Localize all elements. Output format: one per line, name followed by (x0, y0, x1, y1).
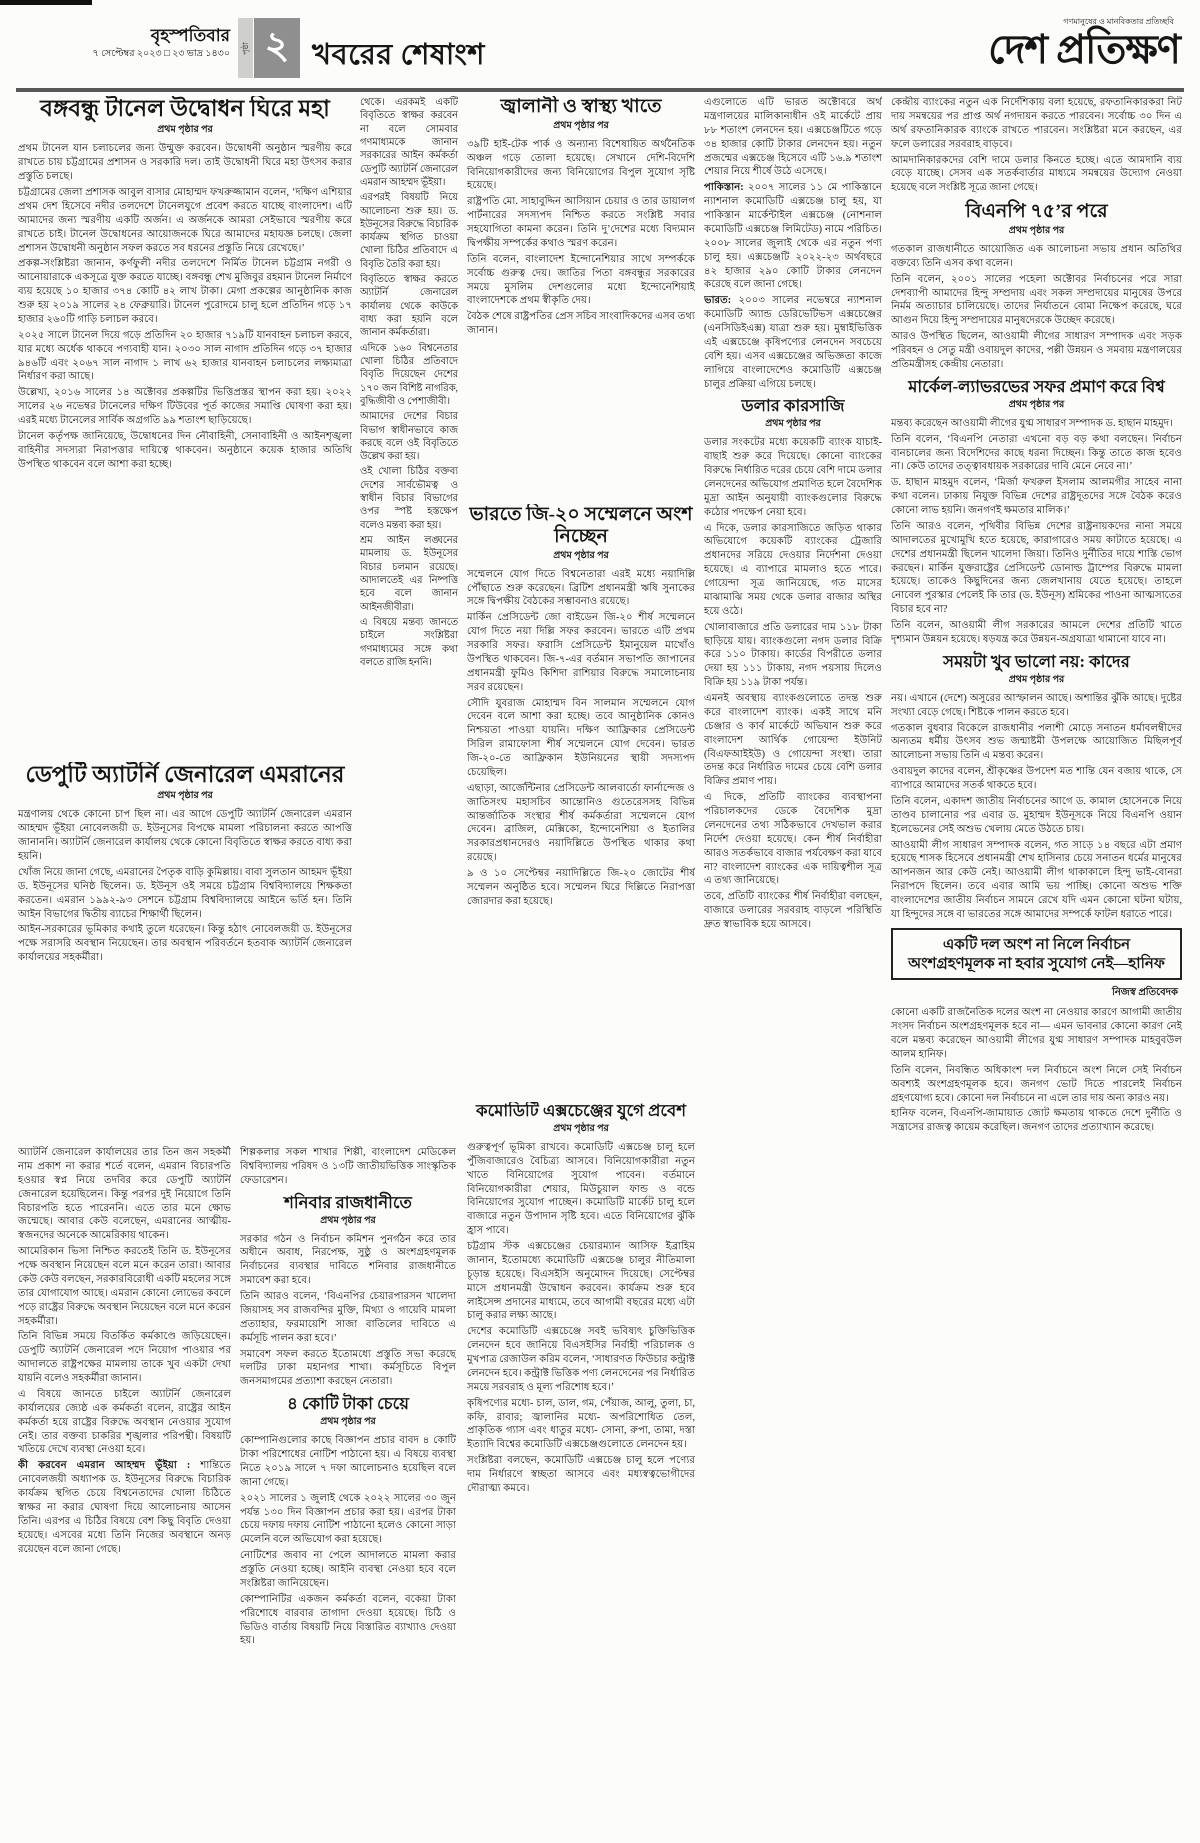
page-number: ২ (254, 18, 300, 78)
paragraph: খোঁজ নিয়ে জানা গেছে, এমরানের পৈতৃক বাড়ি কুমিল্লায়। বাবা সুলতান আহমদ ভূঁইয়া ড. ইউনূসের ঘনিষ্ঠ ছিলেন। ড. ইউনূস ওই সময়ে চট্টগ্রাম বিশ্ববিদ্যালয়ে শিক্ষকতা করতেন। এমরান ১৯৯২-৯৩ সেশনে চট্টগ্রাম বিশ্ববিদ্যালয়ে আইনে ভর্তি হন। তিনি আইন বিভাগের দ্বিতীয় ব্যাচের শিক্ষার্থী ছিলেন। (18, 866, 352, 920)
column-right (891, 96, 1182, 1841)
article-body (18, 1146, 231, 1556)
article-bnp-75 (891, 201, 1182, 372)
section-title: খবরের শেষাংশ (312, 39, 485, 71)
paragraph: এ বিষয়ে জানতে চাইলে অ্যাটর্নি জেনারেল কার্যালয়ের জ্যেষ্ঠ এক কর্মকর্তা বলেন, রাষ্ট্রের আইন কর্মকর্তা হয়ে রাষ্ট্রের বিরুদ্ধে অবস্থান নেওয়ার সুযোগ নেই। তার বক্তব্য চাকরির শৃঙ্খলার পরিপন্থী। বিষয়টি খতিয়ে দেখে ব্যবস্থা নেওয়া হবে। (18, 1388, 231, 1456)
article-commodity-exchange (467, 1102, 695, 1841)
paragraph: এগুলোতে এটি ভারত অক্টোবরে অর্থ মন্ত্রণালয়ের মালিকানাধীন ওই মার্কেটে প্রায় ৮৮ শতাংশ লেনদেন হয়। এক্সচেঞ্জটিতে গড়ে ৩৪ হাজার কোটি টাকার লেনদেন হয়। নতুন প্রজন্মের এক্সচেঞ্জ হিসেবে এটি ১৬.৯ শতাংশ শেয়ার নিয়ে শীর্ষে উঠে এসেছে। (704, 97, 882, 178)
paragraph: গুরুত্বপূর্ণ ভূমিকা রাখবে। কমোডিটি এক্সচেঞ্জ চালু হলে পুঁজিবাজারেও বৈচিত্র্য আসবে। বিনিয়োগকারীরা নতুন খাতে বিনিয়োগের সুযোগ পাবেন। বর্তমানে বিনিয়োগকারীরা শেয়ার, মিউচুয়াল ফান্ড ও বন্ডে বিনিয়োগের সুযোগ পাচ্ছেন। কমোডিটি মার্কেট চালু হলে বাজারে নতুন উপাদান সৃষ্টি হবে। এতে বিনিয়োগের ঝুঁকি হ্রাস পাবে। (467, 1141, 695, 1237)
paragraph: সমাবেশ সফল করতে ইতোমধ্যে প্রস্তুতি সভা করেছে দলটির ঢাকা মহানগর শাখা। কর্মসূচিতে বিপুল জনসমাগমের প্রত্যাশা করছেন নেতারা। (240, 1348, 456, 1388)
paragraph: আওয়ামী লীগ সাধারণ সম্পাদক বলেন, গত সাড়ে ১৪ বছরে এটা প্রমাণ হয়েছে শাসক হিসেবে প্রধানমন্ত্রী শেখ হাসিনার চেয়ে সনাতন ধর্মের মানুষের আপনজন আর কেউ নেই। আওয়ামী লীগ থাকাকালে হিন্দু ভাই-বোনরা নিরাপদে ছিলেন। তবে এবার আমি ভয় পাচ্ছি। কোনো অশুভ শক্তি বাংলাদেশের জাতীয় নির্বাচন সামনে রেখে যদি এমন কোনো ঘটনা ঘটায়, যা হিন্দুদের সঙ্গে বা ভারতের সঙ্গে আমাদের সম্পর্কে ফাটল ধরাতে পারে। (891, 839, 1182, 920)
article-body (704, 436, 882, 932)
article-body (240, 1434, 456, 1648)
paragraph: নোটিশের জবাব না পেলে আদালতে মামলা করার প্রস্তুতি নেওয়া হচ্ছে। আইনি ব্যবস্থা নেওয়া হবে বলে সংশ্লিষ্টরা জানিয়েছেন। (240, 1550, 456, 1589)
paragraph: এরপরই বিষয়টি নিয়ে আলোচনা শুরু হয়। ড. ইউনূসের বিরুদ্ধে বিচারিক কার্যক্রম স্থগিত চাওয়া খোলা চিঠির প্রতিবাদে এ বিবৃতি তৈরি করা হয়। (360, 192, 458, 270)
paragraph-bold-lead (704, 181, 882, 292)
paragraph: আমদানিকারকদের বেশি দামে ডলার কিনতে হচ্ছে। এতে আমদানি ব্যয় বেড়ে যাচ্ছে। সেসব এক সতর্কবার্তার মাধ্যমে সমন্বয়ের উদ্যোগ নেওয়া হয়েছে বলে সংশ্লিষ্ট সূত্রে জানা গেছে। (891, 154, 1182, 194)
paragraph: কোম্পানিগুলোর কাছে বিজ্ঞাপন প্রচার বাবদ ৪ কোটি টাকা পরিশোধের নোটিশ পাঠানো হয়। এ বিষয়ে ব্যবস্থা নিতে ২০১৯ সালে ৭ দফা আলোচনাও হয়েছিল বলে জানা গেছে। (240, 1435, 456, 1488)
paragraph: এ দিকে, প্রতিটি ব্যাংকের ব্যবস্থাপনা পরিচালকদের ডেকে বৈদেশিক মুদ্রা লেনদেনের তথ্য সঠিকভাবে দেখভাল করার নির্দেশ দেওয়া হয়েছে। কেন শীর্ষ নির্বাহীরা আরও সতর্কভাবে বাজার পর্যবেক্ষণ করা যাবে না? বাংলাদেশ ব্যাংকের এক দায়িত্বশীল সূত্র এ তথ্য জানিয়েছে। (704, 792, 882, 887)
article-fuel-health (467, 96, 695, 500)
article-body (891, 692, 1182, 922)
article-headline: ৪ কোটি টাকা চেয়ে (287, 1394, 409, 1414)
run-in-text: শান্তিতে নোবেলজয়ী অধ্যাপক ড. ইউনূসের বিরুদ্ধে বিচারিক কার্যক্রম স্থগিত চেয়ে বিশ্বনেতাদের খোলা চিঠিতে স্বাক্ষর না করার ঘোষণা দিয়ে আলোচনায় আসেন তিনি। এরপর এ চিঠির বিষয়ে বেশ কিছু বিবৃতি দেওয়া হয়েছে। এসবের মধ্যে তিনি নিজের অবস্থানে অনড় রয়েছেন বলে জানা গেছে। (18, 1460, 231, 1555)
pre-continuation (240, 1146, 456, 1188)
article-headline: জ্বালানী ও স্বাস্থ্য খাতে (500, 96, 662, 117)
run-in-lead: পাকিস্তান: (704, 182, 744, 194)
paragraph: সরকার গঠন ও নির্বাচন কমিশন পুনর্গঠন করে তার অধীনে অবাধ, নিরপেক্ষ, সুষ্ঠু ও অংশগ্রহণমূলক নির্বাচনের ব্যবস্থার দাবিতে শনিবার রাজধানীতে সমাবেশ করা হবে। (240, 1233, 456, 1287)
paragraph: প্রথম টানেল যান চলাচলের জন্য উন্মুক্ত করবেন। উদ্বোধনী অনুষ্ঠান স্মরণীয় করে রাখতে চায় চট্টগ্রামের প্রশাসন ও সরকারি দল। তাই উদ্বোধনী ঘিরে মহা উৎসব করার প্রস্তুতি চলছে। (18, 143, 352, 183)
article-headline: ডেপুটি অ্যাটর্নি জেনারেল এমরানের (25, 762, 345, 787)
masthead (988, 16, 1180, 71)
paragraph: গতকাল রাজধানীতে আয়োজিত এক আলোচনা সভায় প্রধান অতিথির বক্তব্যে তিনি এসব কথা বলেন। (891, 243, 1182, 269)
paragraph: টানেল কর্তৃপক্ষ জানিয়েছে, উদ্বোধনের দিন নৌবাহিনী, সেনাবাহিনী ও আইনশৃঙ্খলা বাহিনীর সদস্যরা নিরাপত্তার দায়িত্বে থাকবেন। অনুষ্ঠানে কয়েক হাজার অতিথি উপস্থিত থাকবেন বলে আশা করা হচ্ছে। (18, 430, 352, 470)
paragraph: মন্ত্রণালয় থেকে কোনো চাপ ছিল না। এর আগে ডেপুটি অ্যাটর্নি জেনারেল এমরান আহম্মদ ভূঁইয়া নোবেলজয়ী ড. ইউনূসের বিপক্ষে মামলা পরিচালনা করতে আপত্তি জানাননি। অ্যাটর্নি জেনারেল কার্যালয় থেকে কোনো বিবৃতিতে স্বাক্ষর করতে বাধ্য করা হয়নি। (18, 809, 352, 863)
column-exchange-dollar (704, 96, 882, 1841)
article-dollar-manipulation (704, 397, 882, 932)
paragraph: এদিকে ১৬০ বিশ্বনেতার খোলা চিঠির প্রতিবাদে বিবৃতি দিয়েছেন দেশের ১৭০ জন বিশিষ্ট নাগরিক, বুদ্ধিজীবী ও পেশাজীবী। (360, 342, 458, 407)
article-body (467, 568, 695, 909)
paragraph: গতকাল বুধবার বিকেলে রাজধানীর পলাশী মোড়ে সনাতন ধর্মাবলম্বীদের অন্যতম ধর্মীয় উৎসব শুভ জন্মাষ্টমী উপলক্ষে আয়োজিত মিছিলপূর্ব আলোচনা সভায় তিনি এ মন্তব্য করেন। (891, 722, 1182, 762)
paragraph: উল্লেখ্য, ২০১৬ সালের ১৪ অক্টোবর প্রকল্পটির ভিত্তিপ্রস্তর স্থাপন করা হয়। ২০২২ সালের ২৬ নভেম্বর টানেলের দক্ষিণ টিউবের পূর্ত কাজের সমাপ্তি ঘোষণা করা হয়। এরই মধ্যে টানেলের সার্বিক অগ্রগতি ৯৯ শতাংশ ছাড়িয়েছে। (18, 387, 352, 427)
paragraph: খোলাবাজারে প্রতি ডলারের দাম ১১৮ টাকা ছাড়িয়ে যায়। ব্যাংকগুলো নগদ ডলার বিক্রি করে ১১০ টাকায়। কার্ডের বিপরীতে ডলার দেয়া হয় ১১১ টাকায়, নগদ পয়সায় দিলেও বিক্রি হয় ১১৯ টাকা পর্যন্ত। (704, 621, 882, 689)
paragraph: কেন্দ্রীয় ব্যাংকের নতুন এক নির্দেশিকায় বলা হয়েছে, রফতানিকারকরা নিট দায় সমন্বয়ের পর প্রাপ্ত অর্থ নগদায়ন করতে পারবেন। সর্বোচ্চ ৩০ দিন এ অর্থ রফতানিকারক ব্যাংকে রাখতে পারবেন। সংশ্লিষ্টরা মনে করছেন, এর ফলে ডলারের সরবরাহ বাড়বে। (891, 97, 1182, 150)
paragraph: ৩৯টি হাই-টেক পার্ক ও অন্যান্য বিশেষায়িত অর্থনৈতিক অঞ্চল গড়ে তোলা হয়েছে। সেখানে দেশি-বিদেশি বিনিয়োগকারীদের জন্য বিনিয়োগের বিপুল সুযোগ সৃষ্টি হয়েছে। (467, 138, 695, 192)
article-body (467, 1141, 695, 1496)
paragraph: অ্যাটর্নি জেনারেল কার্যালয়ের তার তিন জন সহকর্মী নাম প্রকাশ না করার শর্তে বলেন, এমরান বিচারপতি হওয়ার স্বপ্ন নিয়ে তদবির করে ডেপুটি অ্যাটর্নি জেনারেল হয়েছিলেন। কিন্তু পরপর দুই নিয়োগে তিনি বিচারপতি হতে পারেননি। এতে তার মনে ক্ষোভ জন্মেছে। আবার কেউ বলেছেন, এমরানের আত্মীয়-স্বজনদের অনেকে আমেরিকায় থাকেন। (18, 1147, 231, 1242)
article-emran-continuation (18, 1146, 231, 1841)
continued-kicker: প্রথম পৃষ্ঠার পর (765, 419, 821, 430)
weekday-label: বৃহস্পতিবার (150, 26, 230, 45)
paragraph: থেকে। এরকমই একটি বিবৃতিতে স্বাক্ষর করবেন না বলে সোমবার গণমাধ্যমকে জানান সরকারের আইন কর্মকর্তা ডেপুটি অ্যাটর্নি জেনারেল এমরান আহম্মদ ভূঁইয়া। (360, 97, 458, 188)
paragraph-bold-lead (704, 294, 882, 391)
paragraph: আইন-সরকারের ভূমিকার কথাই তুলে ধরেছেন। কিন্তু হঠাৎ নোবেলজয়ী ড. ইউনূসের পক্ষে সরাসরি অবস্থান নিয়েছেন। তার অবস্থান পরিবর্তনে হতবাক অ্যাটর্নি জেনারেল কার্যালয়ের সহকর্মীরা। (18, 924, 352, 964)
paragraph: কোনো একটি রাজনৈতিক দলের অংশ না নেওয়ার কারণে আগামী জাতীয় সংসদ নির্বাচন অংশগ্রহণমূলক হবে না— এমন ভাবনার কোনো কারণ নেই বলে মন্তব্য করেছেন আওয়ামী লীগের যুগ্ম সাধারণ সম্পাদক মাহবুবউল আলম হানিফ। (891, 1007, 1182, 1060)
continued-kicker: প্রথম পৃষ্ঠার পর (553, 550, 609, 561)
paragraph: আমাদের দেশের বিচার বিভাগ স্বাধীনভাবে কাজ করছে বলে ওই বিবৃতিতে উল্লেখ করা হয়। (360, 411, 458, 463)
paragraph: তিনি বলেন, একাদশ জাতীয় নির্বাচনের আগে ড. কামাল হোসেনকে নিয়ে তাণ্ডব চালানোর পর এবার ড. মুহাম্মদ ইউনূসকে নিয়ে বিএনপি ওয়ান ইলেভেনের সেই অশুভ খেলায় মেতে উঠতে চায়। (891, 795, 1182, 835)
article-merkel-lavrov (891, 378, 1182, 647)
paragraph: তিনি বলেন, নিবন্ধিত অধিকাংশ দল নির্বাচনে অংশ নিলে সেই নির্বাচন অবশ্যই অংশগ্রহণমূলক হবে। জনগণ ভোট দিতে পারলেই নির্বাচন গ্রহণযোগ্য হবে। কোনো দল নির্বাচনে না এলে তার দায় অন্য কারও নয়। (891, 1064, 1182, 1104)
continued-kicker: প্রথম পৃষ্ঠার পর (157, 125, 213, 136)
paragraph: বিবৃতিতে স্বাক্ষর করতে অ্যাটর্নি জেনারেল কার্যালয় থেকে কাউকে বাধ্য করা হয়নি বলে জানান কর্মকর্তারা। (360, 274, 458, 339)
article-headline: একটি দল অংশ না নিলে নির্বাচন অংশগ্রহণমূলক না হবার সুযোগ নেই—হানিফ (908, 936, 1165, 972)
paragraph: তিনি বলেন, ‘বিএনপি নেতারা এখনো বড় বড় কথা বলছেন। নির্বাচন বানচালের জন্য বিদেশিদের কাছে ধরনা দিচ্ছেন। কিন্তু তাতে কাজ হবেও না। কেউ তাদের তত্ত্বাবধায়ক সরকারের দাবি মেনে নেবে না।’ (891, 433, 1182, 473)
article-emran (18, 762, 352, 1142)
paragraph: সম্মেলনে যোগ দিতে বিশ্বনেতারা এরই মধ্যে নয়াদিল্লি পৌঁছাতে শুরু করেছেন। ব্রিটিশ প্রধানমন্ত্রী ঋষি সুনাকের সঙ্গে দ্বিপক্ষীয় বৈঠকের সম্ভাবনাও রয়েছে। (467, 568, 695, 608)
continued-kicker: প্রথম পৃষ্ঠার পর (320, 1215, 376, 1226)
article-headline: ডলার কারসাজি (741, 396, 845, 416)
paragraph: চট্টগ্রাম স্টক এক্সচেঞ্জের চেয়ারম্যান আসিফ ইব্রাহিম জানান, ইতোমধ্যে কমোডিটি এক্সচেঞ্জ চালুর নীতিমালা চূড়ান্ত হয়েছে। বিএসইসি অনুমোদন দিয়েছে। সেপ্টেম্বর মাসে প্রধানমন্ত্রী উদ্বোধন করবেন। কার্যক্রম শুরু হবে লাইসেন্স প্রদানের মাধ্যমে, তবে আগামী বছরের মধ্যে এটা চালু করার লক্ষ্য আছে। (467, 1241, 695, 1322)
paragraph: মার্কিন প্রেসিডেন্ট জো বাইডেন জি-২০ শীর্ষ সম্মেলনে যোগ দিতে নয়া দিল্লি সফর করবেন। ভারতে এটি প্রথম সরকারি সফর। ফরাসি প্রেসিডেন্ট ইমানুয়েল মাখোঁও উপস্থিত থাকবেন। জি-৭-এর বর্তমান সভাপতি জাপানের প্রধানমন্ত্রী ফুমিও কিশিদা রাশিয়ার বিরুদ্ধে সমালোচনায় সরব রয়েছেন। (467, 612, 695, 693)
paragraph: এ বিষয়ে মন্তব্য জানতে চাইলে সংশ্লিষ্টরা গণমাধ্যমের সঙ্গে কথা বলতে রাজি হননি। (360, 616, 458, 668)
article-body (240, 1233, 456, 1390)
paragraph: ২০২১ সালের ১ জুলাই থেকে ২০২২ সালের ৩০ জুন পর্যন্ত ১৩০ দিন বিজ্ঞাপন প্রচার করা হয়। এরপর টাকা চেয়ে দফায় দফায় নোটিশ পাঠানো হলেও কোনো সাড়া মেলেনি বলে অভিযোগ করা হয়েছে। (240, 1492, 456, 1546)
article-headline: কমোডিটি এক্সচেঞ্জের যুগে প্রবেশ (476, 1102, 686, 1120)
article-saturday-rally (240, 1194, 456, 1390)
paragraph: নয়। এখানে (দেশে) অসুরের আস্ফালন আছে। অশান্তির ঝুঁকি আছে। দুষ্টের সংখ্যা বেড়ে গেছে। শিষ্টকে পালন করতে হবে। (891, 692, 1182, 718)
boxed-headline (891, 928, 1182, 981)
paragraph: বৈঠক শেষে রাষ্ট্রপতির প্রেস সচিব সাংবাদিকদের এসব তথ্য জানান। (467, 311, 695, 337)
column-statement-continuation (360, 96, 458, 1140)
continued-kicker: প্রথম পৃষ্ঠার পর (1008, 674, 1065, 685)
continued-kicker: প্রথম পৃষ্ঠার পর (157, 791, 213, 802)
article-headline: বঙ্গবন্ধু টানেল উদ্বোধন ঘিরে মহা (40, 96, 330, 121)
paragraph: তিনি বলেন, আওয়ামী লীগ সরকারের আমলে দেশের প্রতিটি খাতে দৃশ্যমান উন্নয়ন হয়েছে। ষড়যন্ত্র করে উন্নয়ন-অগ্রযাত্রা থামানো যাবে না। (891, 620, 1182, 645)
paragraph: এছাড়া, আর্জেন্টিনার প্রেসিডেন্ট আলবার্তো ফার্নান্দেজ ও জাতিসংঘ মহাসচিব আন্তোনিও গুতেরেসসহ বিভিন্ন আন্তর্জাতিক সংস্থার শীর্ষ কর্মকর্তারা সম্মেলনে যোগ দেবেন। ব্রাজিল, মেক্সিকো, ইন্দোনেশিয়া ও ইতালির সরকারপ্রধানদেরও নয়াদিল্লিতে উপস্থিত থাকার কথা রয়েছে। (467, 782, 695, 864)
article-headline: ভারতে জি-২০ সম্মেলনে অংশ নিচ্ছেন (469, 504, 693, 547)
page-label: পৃষ্ঠা (241, 41, 250, 55)
run-in-text: ২০০৭ সালের ১১ মে পাকিস্তানে ন্যাশনাল কমোডিটি এক্সচেঞ্জ চালু হয়, যা পাকিস্তান মার্কেন্টাইল এক্সচেঞ্জ (নোশনাল কমোডিটি এক্সচেঞ্জ লিমিটেড) নামে পরিচিত। ২০০৮ সালের জুলাই থেকে এর নতুন পণ্য চালু হয়। এক্সচেঞ্জটি ২০২২-২৩ অর্থবছরে ৪২ হাজার ২৯০ কোটি টাকার লেনদেন করেছে বলে জানা গেছে। (704, 182, 882, 291)
article-body (18, 808, 352, 965)
paragraph: ডলার সংকটের মধ্যে কয়েকটি ব্যাংক যাচাই-বাছাই শুরু করে দিয়েছে। কোনো ব্যাংকের বিরুদ্ধে নির্ধারিত দরের চেয়ে বেশি দামে ডলার লেনদেনের অভিযোগ প্রমাণিত হলে বৈদেশিক মুদ্রা আইন অনুযায়ী ব্যাংকগুলোর বিরুদ্ধে কঠোর পদক্ষেপ নেয়া হবে। (704, 437, 882, 518)
column-body (360, 96, 458, 669)
masthead-tagline: গণমানুষের ও মানবিকতার প্রতিচ্ছবি (1063, 17, 1174, 26)
pre-continuation (891, 96, 1182, 195)
article-headline: বিএনপি ৭৫’র পরে (965, 201, 1108, 223)
paragraph: এ দিকে, ডলার কারসাজিতে জড়িত থাকার অভিযোগে কয়েকটি ব্যাংকের ট্রেজারি প্রধানদের সরিয়ে দেওয়ার নির্দেশনা দেওয়া হয়েছে। এ ব্যাপারে মামলাও হতে পারে। গোয়েন্দা সূত্র জানিয়েছে, গত মাসের মাঝামাঝি সময় থেকে ডলার বাজার অস্থির হয়ে ওঠে। (704, 522, 882, 617)
article-somoyta-quader (891, 653, 1182, 922)
article-body (467, 138, 695, 338)
article-body (891, 1006, 1182, 1135)
run-in-lead: কী করবেন এমরান আহম্মদ ভূঁইয়া : (18, 1460, 191, 1472)
paragraph: চট্টগ্রামের জেলা প্রশাসক আবুল বাসার মোহাম্মদ ফখরুজ্জামান বলেন, ‘দক্ষিণ এশিয়ার প্রথম দেশ হিসেবে নদীর তলদেশে টানেলযুগে প্রবেশ করতে যাচ্ছে বাংলাদেশ। এটি আমাদের জন্য স্মরণীয় একটি অর্জন। এ অর্জনকে আমরা সেইভাবে স্মরণীয় করে রাখতে চাই। টানেল উদ্বোধনের আয়োজনকে ঘিরে আমাদের মহাযজ্ঞ চলছে। জেলা প্রশাসন উদ্বোধনী অনুষ্ঠান সফল করতে সব ধরনের প্রস্তুতি নিয়ে রেখেছে।’ (18, 187, 352, 254)
page-label-strip (238, 18, 253, 78)
paragraph: ড. হাছান মাহমুদ বলেন, ‘মির্জা ফখরুল ইসলাম আলমগীর সাহেব নানা কথা বলেন। ঢাকায় নিযুক্ত বিভিন্ন দেশের রাষ্ট্রদূতদের সঙ্গে বৈঠক করেও কোনো লাভ হয়নি। জনগণই ক্ষমতার মালিক।’ (891, 477, 1182, 517)
article-four-crore (240, 1395, 456, 1648)
paragraph: তিনি বিভিন্ন সময়ে বিতর্কিত কর্মকাণ্ডে জড়িয়েছেন। ডেপুটি অ্যাটর্নি জেনারেল পদে নিয়োগ পাওয়ার পর আদালতে রাষ্ট্রপক্ষের মামলায় তাকে খুব একটা দেখা যায়নি বলেও সহকর্মীরা জানান। (18, 1331, 231, 1384)
article-body (891, 243, 1182, 372)
continued-kicker: প্রথম পৃষ্ঠার পর (553, 120, 609, 131)
paragraph: সৌদি যুবরাজ মোহাম্মদ বিন সালমান সম্মেলনে যোগ দেবেন বলে আশা করা হচ্ছে। তবে আনুষ্ঠানিক কোনও নিশ্চয়তা পাওয়া যায়নি। দক্ষিণ আফ্রিকার প্রেসিডেন্ট সিরিল রামাফোসা শীর্ষ সম্মেলনে যোগ দেবেন। ভারত জি-২০-তে আফ্রিকান ইউনিয়নের স্থায়ী সদস্যপদ চেয়েছিল। (467, 697, 695, 778)
continued-kicker: প্রথম পৃষ্ঠার পর (1008, 399, 1065, 410)
paragraph: শিল্পকলার সকল শাখার শিল্পী, বাংলাদেশ মেডিকেল বিশ্ববিদ্যালয় পরিষদ ও ১৩টি জাতীয়ভিত্তিক সাংস্কৃতিক ফেডারেশন। (240, 1147, 456, 1186)
date-block (30, 26, 230, 59)
paragraph: এমনই অবস্থায় ব্যাংকগুলোতে তদন্ত শুরু করে বাংলাদেশ ব্যাংক। একই সাথে মনি চেঞ্জার ও কার্ব মার্কেটে অভিযান শুরু করে বাংলাদেশ আর্থিক গোয়েন্দা ইউনিট (বিএফআইইউ) ও গোয়েন্দা সংস্থা। তারা তদন্ত করে নির্ধারিত দামের চেয়ে বেশি ডলার বিক্রির প্রমাণ পায়। (704, 693, 882, 788)
article-headline: সময়টা খুব ভালো নয়: কাদের (943, 651, 1130, 671)
paragraph: কোম্পানিটির একজন কর্মকর্তা বলেন, বকেয়া টাকা পরিশোধে বারবার তাগাদা দেওয়া হয়েছে। চিঠি ও ভিডিও বার্তায় বিষয়টি নিয়ে বিস্তারিত ব্যাখ্যাও দেওয়া হয়। (240, 1593, 456, 1647)
paragraph: আমেরিকান ভিসা নিশ্চিত করতেই তিনি ড. ইউনূসের পক্ষে অবস্থান নিয়েছেন বলে মনে করেন তারা। আবার কেউ কেউ বলছেন, সরকারবিরোধী একটি মহলের সঙ্গে তার যোগাযোগ আছে। এমরান কোনো লোভের কবলে পড়ে রাষ্ট্রের বিরুদ্ধে অবস্থান নিয়েছেন বলে মনে করেন সহকর্মীরা। (18, 1246, 231, 1327)
article-hanif (891, 928, 1182, 1135)
print-registration-mark (0, 0, 92, 5)
paragraph-bold-lead (18, 1459, 231, 1556)
paragraph: মন্তব্য করেছেন আওয়ামী লীগের যুগ্ম সাধারণ সম্পাদক ড. হাছান মাহমুদ। (891, 417, 1173, 429)
run-in-lead: ভারত: (704, 295, 732, 307)
paragraph: তিনি আরও বলেন, ‘বিএনপির চেয়ারপারসন খালেদা জিয়াসহ সব রাজবন্দির মুক্তি, মিথ্যা ও গায়েবি মামলা প্রত্যাহার, ফরমায়েশি সাজা বাতিলের দাবিতে এ কর্মসূচি পালন করা হবে।’ (240, 1291, 456, 1344)
article-headline: শনিবার রাজধানীতে (284, 1192, 412, 1212)
paragraph: শ্রম আইন লঙ্ঘনের মামলায় ড. ইউনূসের বিচার চলমান রয়েছে। আদালতেই এর নিষ্পত্তি হবে বলে জানান আইনজীবীরা। (360, 535, 458, 613)
continued-kicker: প্রথম পৃষ্ঠার পর (320, 1417, 376, 1428)
article-g20-summit (467, 504, 695, 1098)
paragraph: সংশ্লিষ্টরা বলছেন, কমোডিটি এক্সচেঞ্জ চালু হলে পণ্যের দাম নির্ধারণে স্বচ্ছতা আসবে এবং মধ্যস্বত্বভোগীদের দৌরাত্ম্য কমবে। (467, 1455, 695, 1494)
paragraph: ওই খোলা চিঠির বক্তব্য দেশের সার্বভৌমত্ব ও স্বাধীন বিচার বিভাগের ওপর স্পষ্ট হস্তক্ষেপ বলেও মন্তব্য করা হয়। (360, 466, 458, 531)
paragraph: হানিফ বলেন, বিএনপি-জামায়াত জোট ক্ষমতায় থাকতে দেশে দুর্নীতি ও সন্ত্রাসের রাজত্ব কায়েম করেছিল। জনগণ তাদের প্রত্যাখ্যান করেছে। (891, 1108, 1182, 1134)
paragraph: তিনি বলেন, ২০০১ সালের পহেলা অক্টোবর নির্বাচনের পরে সারা দেশব্যাপী আমাদের হিন্দু সম্প্রদায় এবং সকল সম্প্রদায়ের মানুষের উপরে নির্মম অত্যাচার চালিয়েছে। তাদের নির্যাতনে বোমা নিক্ষেপ করেছে, ঘরে আগুন দিয়ে হিন্দু সম্প্রদায়ের মানুষদেরকে উচ্ছেদ করেছে। (891, 273, 1182, 327)
paragraph: তিনি বলেন, বাংলাদেশ ইন্দোনেশিয়ার সাথে সম্পর্ককে সর্বোচ্চ গুরুত্ব দেয়। জাতির পিতা বঙ্গবন্ধুর সরকারের সময়ে মুসলিম দেশগুলোর মধ্যে ইন্দোনেশিয়াই বাংলাদেশকে প্রথম স্বীকৃতি দেয়। (467, 253, 695, 307)
paragraph: রাষ্ট্রপতি মো. সাহাবুদ্দিন আসিয়ান চেয়ার ও তার ডায়ালগ পার্টনারের সদস্যপদ নিশ্চিত করতে সংশ্লিষ্ট সবার সহযোগিতা কামনা করেন। তিনি দু’দেশের মধ্যে বিদ্যমান দ্বিপক্ষীয় সম্পর্কের কথাও স্মরণ করেন। (467, 196, 695, 249)
pre-continuation (704, 96, 882, 391)
paragraph: দেশের কমোডিটি এক্সচেঞ্জে সবই ভবিষ্যৎ চুক্তিভিত্তিক লেনদেন হবে জানিয়ে বিএসইসির নির্বাহী পরিচালক ও মুখপাত্র রেজাউল করিম বলেন, ‘সাধারণত ফিউচার কন্ট্রাক্ট লেনদেন হবে। কন্ট্রাক্ট ভিত্তিক পণ্য লেনদেনের পর নির্ধারিত সময়ে সরবরাহ ও মূল্য পরিশোধ হবে।’ (467, 1326, 695, 1393)
paragraph: তিনি আরও বলেন, পৃথিবীর বিভিন্ন দেশের রাষ্ট্রনায়কদের নানা সময়ে আদালতের মুখোমুখি হতে হয়েছে, কারাগারেও সময় কাটাতে হয়েছে। এ দেশের প্রধানমন্ত্রী ছিলেন খালেদা জিয়া। তিনিও দুর্নীতির দায়ে শাস্তি ভোগ করছেন। মার্কিন যুক্তরাষ্ট্রের প্রেসিডেন্ট ডোনাল্ড ট্রাম্পের বিরুদ্ধে মামলা হয়েছে। তাকেও কিছুদিনের জন্য জেলখানায় যেতে হয়েছে। তাহলে নোবেল পুরস্কার পেলেই কি তার (ড. ইউনূস) শ্রমিকের পাওনা আত্মসাতের বিচার হবে না? (891, 520, 1182, 616)
masthead-brand: দেশ প্রতিক্ষণ (988, 27, 1180, 72)
paragraph: প্রকল্প-সংশ্লিষ্টরা জানান, কর্ণফুলী নদীর তলদেশে নির্মিত টানেল চট্টগ্রাম নগরী ও আনোয়ারাকে একসূত্রে যুক্ত করতে যাচ্ছে। বঙ্গবন্ধু শেখ মুজিবুর রহমান টানেল নির্মাণে ব্যয় হয়েছে ১০ হাজার ৩৭৪ কোটি ৪২ লাখ টাকা। মেগা প্রকল্পের আনুষ্ঠানিক কাজ শুরু হয় ২০১৯ সালের ২৪ ফেব্রুয়ারি। টানেল পুরোদমে চালু হলে প্রতিদিন গড়ে ১৭ হাজার ২৬০টি গাড়ি চলাচল করবে। (18, 258, 352, 325)
paragraph: কৃষিপণ্যের মধ্যে- চাল, ডাল, গম, পেঁয়াজ, আলু, তুলা, চা, কফি, রাবার; জ্বালানির মধ্যে- অপরিশোধিত তেল, প্রাকৃতিক গ্যাস এবং ধাতুর মধ্যে- সোনা, রুপা, তামা, দস্তা ইত্যাদি বিশ্বের কমোডিটি এক্সচেঞ্জগুলোতে লেনদেন হয়। (467, 1397, 695, 1451)
column-saturday-fourcrore (240, 1146, 456, 1841)
article-body (891, 417, 1182, 647)
article-body (18, 142, 352, 471)
paragraph: ৯ ও ১০ সেপ্টেম্বর নয়াদিল্লিতে জি-২০ জোটের শীর্ষ সম্মেলন অনুষ্ঠিত হবে। সম্মেলন ঘিরে দিল্লিতে নিরাপত্তা জোরদার করা হয়েছে। (467, 868, 695, 907)
article-headline: মার্কেল-ল্যাভরভের সফর প্রমাণ করে বিশ্ব (908, 376, 1165, 396)
header-rule (16, 88, 1184, 92)
paragraph: আরও উপস্থিত ছিলেন, আওয়ামী লীগের সাধারণ সম্পাদক এবং সড়ক পরিবহন ও সেতু মন্ত্রী ওবায়দুল কাদের, পল্লী উন্নয়ন ও সমবায় মন্ত্রণালয়ের প্রতিমন্ত্রীসহ কেন্দ্রীয় নেতারা। (891, 331, 1182, 370)
paragraph: ২০২৫ সালে টানেল দিয়ে গড়ে প্রতিদিন ২০ হাজার ৭১৯টি যানবাহন চলাচল করবে, যার মধ্যে অর্ধেক থাকবে পণ্যবাহী যান। ২০৩০ সাল নাগাদ প্রতিদিন গড়ে ৩৭ হাজার ৯৪৬টি এবং ২০৬৭ সাল নাগাদ ১ লাখ ৬২ হাজার যানবাহন চলাচলের লক্ষ্যমাত্রা নির্ধারণ করা আছে। (18, 329, 352, 383)
run-in-text: ২০০৩ সালের নভেম্বরে ন্যাশনাল কমোডিটি অ্যান্ড ডেরিভেটিভস এক্সচেঞ্জের (এনসিডিইএক্স) যাত্রা শুরু হয়। মুম্বাইভিত্তিক এই এক্সচেঞ্জে কৃষিপণ্যের লেনদেন সবচেয়ে বেশি হয়। এসব এক্সচেঞ্জের অভিজ্ঞতা কাজে লাগিয়ে বাংলাদেশেও কমোডিটি এক্সচেঞ্জ চালুর প্রক্রিয়া এগিয়ে চলছে। (704, 295, 882, 390)
paragraph: তবে, প্রতিটি ব্যাংকের শীর্ষ নির্বাহীরা বলছেন, বাজারে ডলারের সরবরাহ বাড়লে পরিস্থিতি দ্রুত স্বাভাবিক হয়ে আসবে। (704, 891, 882, 931)
continued-kicker: প্রথম পৃষ্ঠার পর (553, 1123, 609, 1134)
continued-kicker: প্রথম পৃষ্ঠার পর (1008, 225, 1065, 236)
paragraph: ওবায়দুল কাদের বলেন, শ্রীকৃষ্ণের উপদেশ মত শান্তি যেন বজায় থাকে, সে ব্যাপারে আমাদের সতর্ক থাকতে হবে। (891, 766, 1182, 792)
byline: নিজস্ব প্রতিবেদক (1111, 987, 1178, 999)
article-tunnel (18, 96, 352, 758)
date-line: ৭ সেপ্টেম্বর ২০২৩ □ ২৩ ভাদ্র ১৪৩০ (92, 48, 230, 59)
